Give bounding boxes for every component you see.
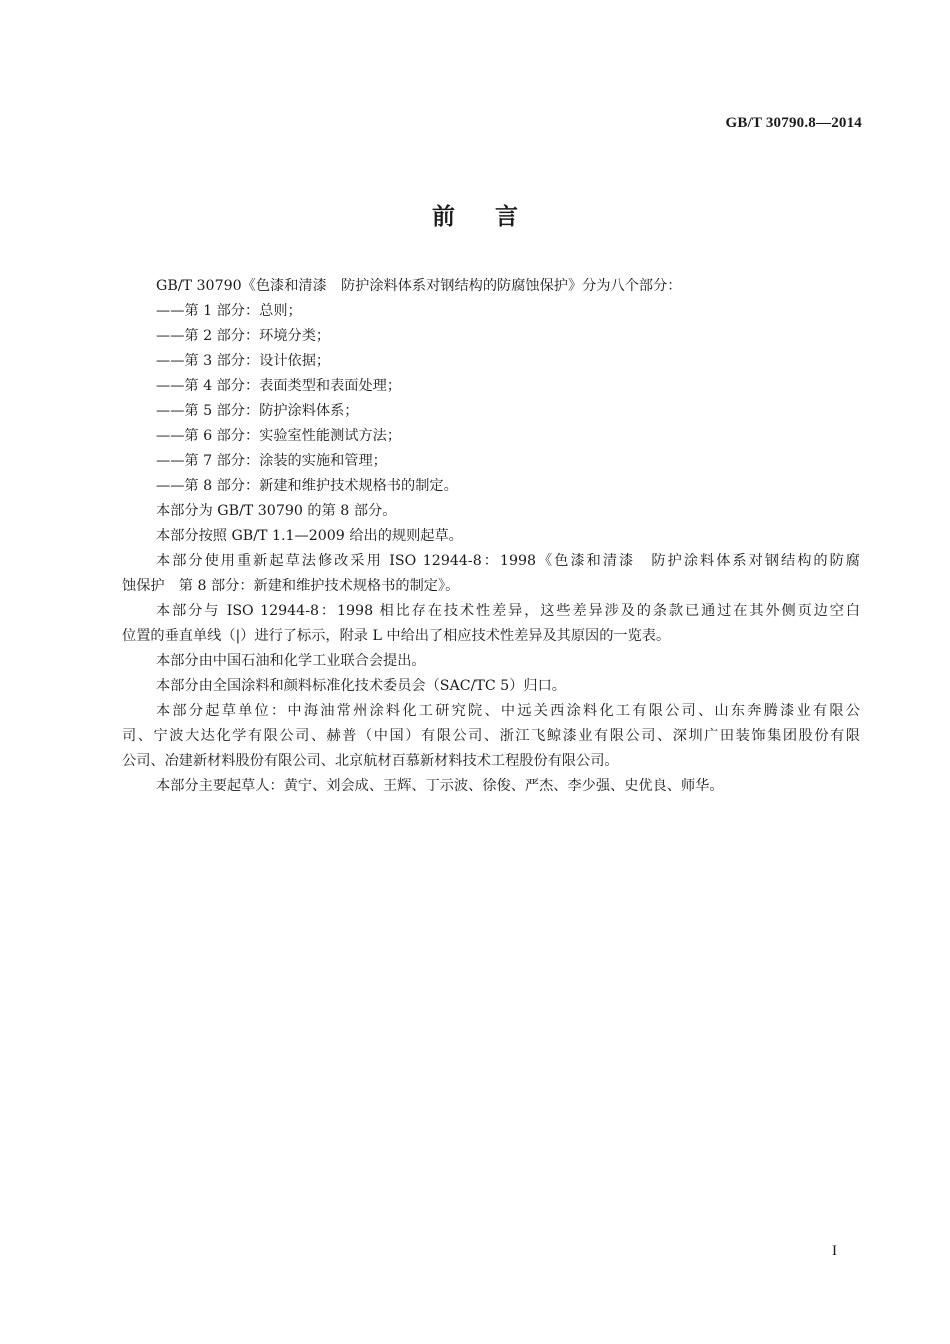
list-item: ——第 7 部分：涂装的实施和管理；	[156, 453, 387, 469]
paragraph-line: 司、宁波大达化学有限公司、赫普（中国）有限公司、浙江飞鲸漆业有限公司、深圳广田装饰集团股份有限	[122, 728, 860, 744]
list-item: ——第 6 部分：实验室性能测试方法；	[156, 428, 402, 444]
paragraph-line: 本部分起草单位：中海油常州涂料化工研究院、中远关西涂料化工有限公司、山东奔腾漆业有限公	[156, 703, 860, 719]
part-of-paragraph: 本部分为 GB/T 30790 的第 8 部分。	[156, 503, 397, 519]
drafting-rules-paragraph: 本部分按照 GB/T 1.1—2009 给出的规则起草。	[156, 528, 463, 544]
adoption-paragraph	[122, 549, 860, 599]
drafters-paragraph: 本部分主要起草人：黄宁、刘会成、王辉、丁示波、徐俊、严杰、李少强、史优良、师华。	[156, 778, 724, 794]
paragraph-line: 位置的垂直单线（|）进行了标示，附录 L 中给出了相应技术性差异及其原因的一览表。	[122, 628, 671, 644]
paragraph-line: 本部分使用重新起草法修改采用 ISO 12944-8：1998《色漆和清漆 防护涂料体系对钢结构的防腐	[156, 553, 860, 569]
page-number: I	[832, 1243, 837, 1259]
standard-number: GB/T 30790.8—2014	[725, 115, 862, 131]
paragraph-line: 蚀保护 第 8 部分：新建和维护技术规格书的制定》。	[122, 578, 460, 594]
paragraph-line: 本部分与 ISO 12944-8：1998 相比存在技术性差异，这些差异涉及的条款已通过在其外侧页边空白	[156, 603, 860, 619]
list-item: ——第 5 部分：防护涂料体系；	[156, 403, 359, 419]
proposed-by-paragraph: 本部分由中国石油和化学工业联合会提出。	[156, 653, 426, 669]
list-item: ——第 4 部分：表面类型和表面处理；	[156, 378, 402, 394]
foreword-body	[122, 274, 860, 799]
differences-paragraph	[122, 599, 860, 649]
page-title: 前言	[432, 204, 558, 230]
list-item: ——第 3 部分：设计依据；	[156, 353, 331, 369]
paragraph-line: 公司、冶建新材料股份有限公司、北京航材百慕新材料技术工程股份有限公司。	[122, 753, 619, 769]
list-item: ——第 1 部分：总则；	[156, 303, 302, 319]
centralized-by-paragraph: 本部分由全国涂料和颜料标准化技术委员会（SAC/TC 5）归口。	[156, 678, 566, 694]
list-item: ——第 2 部分：环境分类；	[156, 328, 331, 344]
list-item: ——第 8 部分：新建和维护技术规格书的制定。	[156, 478, 458, 494]
parts-list	[122, 299, 860, 499]
drafting-units-paragraph	[122, 699, 860, 774]
intro-paragraph: GB/T 30790《色漆和清漆 防护涂料体系对钢结构的防腐蚀保护》分为八个部分：	[156, 278, 682, 294]
